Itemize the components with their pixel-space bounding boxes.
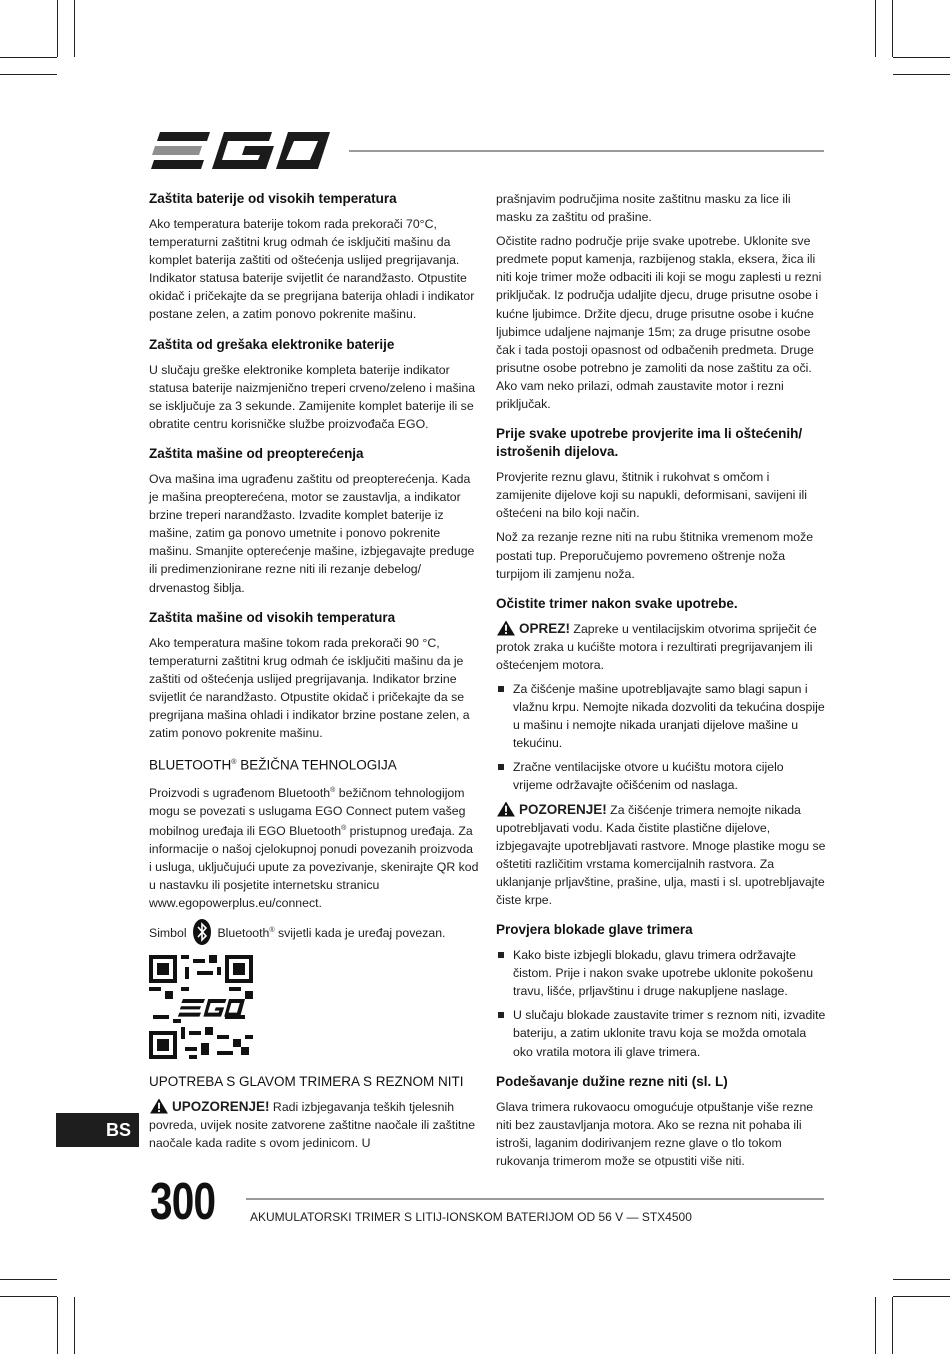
crop-mark — [875, 0, 876, 57]
machine-temp-section — [149, 609, 479, 743]
body-part: Za čišćenje trimera nemojte nikada upotrebljavati vodu. Kada čistite plastične dijelove, izbjegavajte upotrebljavati rastvore. Mnoge plastike mogu se oštetiti različitim vrstama komercijalnih rastvora. Za uklanjanje prljavštine, prašine, ulja, masti i sl. upotrebljavajte čiste krpe. — [496, 802, 826, 907]
crop-mark — [0, 1279, 57, 1280]
section-heading: Očistite trimer nakon svake upotrebe. — [496, 595, 738, 611]
registered-mark: ® — [341, 824, 347, 832]
crop-mark — [0, 57, 57, 58]
section-heading: Zaštita baterije od visokih temperatura — [149, 191, 397, 206]
section-heading: Provjera blokade glave trimera — [496, 922, 693, 938]
warning-triangle-icon — [496, 620, 516, 636]
crop-mark — [74, 1297, 75, 1354]
qr-code-icon[interactable] — [149, 955, 253, 1059]
list-item — [496, 680, 826, 752]
warning-label: POZORENJE! — [519, 801, 607, 817]
battery-electronics-section — [149, 336, 479, 433]
bullet-square-icon — [498, 764, 504, 770]
crop-mark — [0, 1296, 57, 1297]
symbol-text: Bluetooth — [217, 925, 270, 940]
body-part: bežičnom tehnologijom mogu se povezati s uslugama EGO Connect putem vašeg mobilnog uređaja ili EGO Bluetooth — [149, 785, 466, 839]
section-heading: Zaštita mašine od visokih temperatura — [149, 609, 396, 625]
paragraph: Nož za rezanje rezne niti na rubu štitnika vremenom može postati tup. Preporučujemo povremeno oštrenje noža turpijom ili zamjenu noža. — [496, 530, 814, 581]
language-tab: BS — [56, 1113, 139, 1147]
bullet-list — [496, 946, 826, 1061]
warning-paragraph — [496, 801, 826, 910]
warning-triangle-icon — [496, 801, 516, 817]
crop-mark — [57, 0, 58, 57]
caution-label: OPREZ! — [519, 620, 571, 636]
section-heading: Zaštita mašine od preopterećenja — [149, 445, 364, 461]
section-heading: Podešavanje dužine rezne niti (sl. L) — [496, 1073, 728, 1089]
paragraph: Glava trimera rukovaocu omogućuje otpuštanje više rezne niti bez zaustavljanja motora. Ako se rezna nit pohaba ili istroši, laganim dodirivanjem rezne glave o tlo tokom rukovanja trimerom može se otpustiti više niti. — [496, 1099, 814, 1168]
symbol-text: Simbol — [149, 925, 187, 940]
crop-mark — [893, 1279, 950, 1280]
body-part: Zapreke u ventilacijskim otvorima spriječit će protok zraka u kućište motora i rezultirati pregrijavanjem ili oštećenjem motora. — [496, 621, 817, 672]
trimmer-head-usage-section — [149, 1073, 479, 1152]
crop-mark — [892, 1297, 893, 1354]
crop-mark — [893, 74, 950, 75]
left-column — [149, 190, 479, 1164]
section-heading: Zaštita od grešaka elektronike baterije — [149, 336, 395, 352]
symbol-text: svijetli kada je uređaj povezan. — [274, 925, 446, 940]
paragraph: prašnjavim područjima nosite zaštitnu masku za lice ili masku za zaštitu od prašine. — [496, 192, 791, 225]
caution-paragraph — [496, 620, 826, 674]
bullet-square-icon — [498, 686, 504, 692]
warning-label: UPOZORENJE! — [172, 1098, 270, 1114]
right-column — [496, 190, 826, 1182]
cleaning-section — [496, 595, 826, 909]
overload-section — [149, 445, 479, 597]
crop-mark — [0, 74, 57, 75]
crop-mark — [74, 0, 75, 57]
list-item-text: Kako biste izbjegli blokadu, glavu trimera održavajte čistom. Prije i nakon svake upotrebe uklonite pokošenu travu, lišće, prljavštinu i druge nakupljene naslage. — [513, 948, 814, 999]
inspection-section — [496, 425, 826, 583]
crop-mark — [57, 1297, 58, 1354]
bullet-square-icon — [498, 952, 504, 958]
section-heading: Prije svake upotrebe provjerite ima li oštećenih/ istrošenih dijelova. — [496, 426, 803, 460]
list-item — [496, 758, 826, 794]
bullet-list — [496, 680, 826, 795]
battery-temp-section — [149, 190, 479, 324]
list-item — [496, 1006, 826, 1060]
page-number: 300 — [150, 1173, 216, 1231]
heading-part: BEŽIČNA TEHNOLOGIJA — [236, 757, 397, 773]
warning-triangle-icon — [149, 1098, 169, 1114]
heading-part: BLUETOOTH — [149, 757, 232, 773]
body-part: Radi izbjegavanja teških tjelesnih povreda, uvijek nosite zatvorene zaštitne naočale ili zaštitne naočale kada radite s ovom jedinicom. U — [149, 1099, 476, 1150]
crop-mark — [893, 1296, 950, 1297]
body-part: Proizvodi s ugrađenom Bluetooth — [149, 785, 331, 800]
list-item — [496, 946, 826, 1000]
ego-logo — [150, 130, 332, 172]
footer-rule — [246, 1198, 824, 1200]
paragraph: Očistite radno područje prije svake upotrebe. Uklonite sve predmete poput kamenja, razbijenog stakla, eksera, žica ili niti koje trimer može odbaciti ili koji se mogu zaplesti u rezni priključak. Iz područja udaljite djecu, druge prisutne osobe i kućne ljubimce. Držite djecu, druge prisutne osobe i kućne ljubimce udaljene najmanje 15m; za druge prisutne osobe čak i tada postoji opasnost od odbačenih predmeta. Druge prisutne osobe potrebno je zamoliti da nose zaštitu za oči. Ako vam neko prilazi, odmah zaustavite motor i rezni priključak. — [496, 234, 822, 412]
list-item-text: U slučaju blokade zaustavite trimer s reznom niti, izvadite bateriju, a zatim uklonite travu koja se možda omotala oko vratila motora ili glave trimera. — [513, 1008, 826, 1059]
bluetooth-icon — [193, 919, 211, 945]
bullet-square-icon — [498, 1012, 504, 1018]
registered-mark: ® — [330, 786, 336, 794]
bluetooth-section — [149, 754, 479, 1058]
section-heading: UPOTREBA S GLAVOM TRIMERA S REZNOM NITI — [149, 1073, 464, 1089]
crop-mark — [875, 1297, 876, 1354]
section-body — [149, 782, 479, 913]
registered-mark: ® — [269, 926, 275, 934]
section-body: Ova mašina ima ugrađenu zaštitu od preopterećenja. Kada je mašina preopterećena, motor se zaustavlja, a indikator brzine treperi narandžasto. Izvadite komplet baterije iz mašine, zatim ga ponovo umetnite i ponovo pokrenite mašinu. Smanjite opterećenje mašine, izbjegavajte preduge ili predimenzionirane rezne niti ili rezanje debelog/ drvenastog šiblja. — [149, 471, 475, 595]
crop-mark — [892, 0, 893, 57]
list-item-text: Za čišćenje mašine upotrebljavajte samo blagi sapun i vlažnu krpu. Nemojte nikada dozvoliti da tekućina dospije u mašinu i nemojte nikada uranjati dijelove mašine u tekućinu. — [513, 681, 825, 751]
section-body: Ako temperatura mašine tokom rada prekorači 90 °C, temperaturni zaštitni krug odmah će isključiti mašinu da je zaštiti od oštećenja uslijed pregrijavanja. Indikator brzine svijetlit će narandžasto. Otpustite okidač i pričekajte da se pregrijana mašina ohladi i indikator brzine postane zelen, a zatim ponovo pokrenite mašinu. — [149, 635, 470, 741]
section-body — [149, 1098, 479, 1152]
paragraph: Provjerite reznu glavu, štitnik i rukohvat s omčom i zamijenite dijelove koji su napukli, deformisani, savijeni ili oštećeni na bilo koji način. — [496, 470, 807, 521]
footer-title: AKUMULATORSKI TRIMER S LITIJ-IONSKOM BATERIJOM OD 56 V — STX4500 — [250, 1210, 692, 1224]
line-length-section — [496, 1073, 826, 1170]
registered-mark: ® — [231, 759, 237, 767]
blockage-section — [496, 921, 826, 1061]
crop-mark — [893, 57, 950, 58]
section-body: Ako temperatura baterije tokom rada prekorači 70°C, temperaturni zaštitni krug odmah će isključiti mašinu da komplet baterija zaštiti od oštećenja uslijed pregrijavanja. Indikator statusa baterije svijetlit će narandžasto. Otpustite okidač i pričekajte da se pregrijana baterija ohladi i indikator postane zelen, a zatim ponovo pokrenite mašinu. — [149, 217, 475, 322]
header-rule — [349, 150, 824, 152]
section-body: U slučaju greške elektronike kompleta baterije indikator statusa baterije naizmjenično treperi crveno/zeleno i mašina se isključuje za 3 sekunde. Zamijenite komplet baterije ili se obratite centru korisničke službe proizvođača EGO. — [149, 362, 476, 431]
symbol-line — [149, 919, 479, 945]
body-part: pristupnog uređaja. Za informacije o našoj cjelokupnoj ponudi povezanih proizvoda i usluga, uključujući upute za povezivanje, skenirajte QR kod u nastavku ili posjetite internetsku stranicu www.egopowerplus.eu/connect. — [149, 824, 479, 911]
list-item-text: Zračne ventilacijske otvore u kućištu motora cijelo vrijeme održavajte očišćenim od naslaga. — [513, 760, 784, 793]
section-heading — [149, 754, 479, 775]
